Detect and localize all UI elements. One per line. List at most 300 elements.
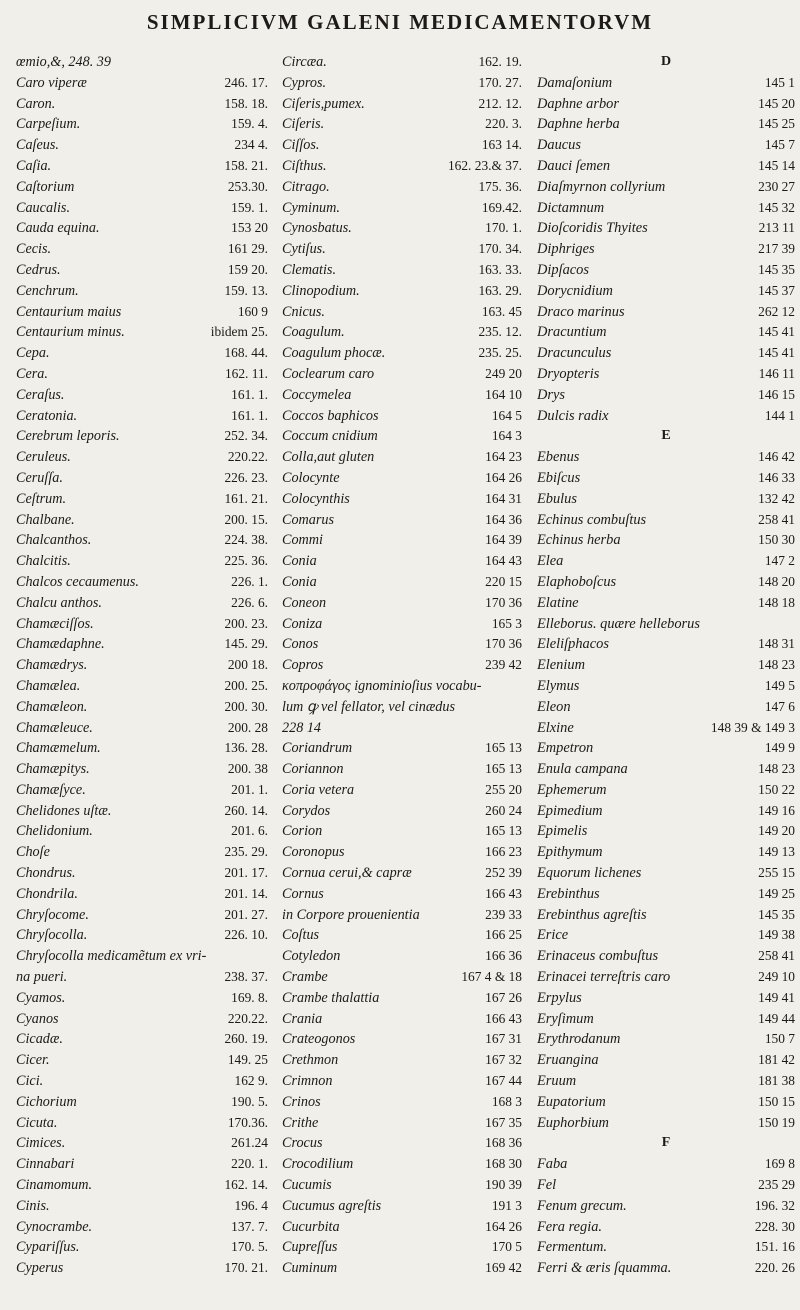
entry-page-ref: 255 15 xyxy=(758,865,795,881)
entry-page-ref: 166 25 xyxy=(485,927,522,943)
index-entry xyxy=(16,94,268,115)
entry-page-ref: 252 39 xyxy=(485,865,522,881)
index-entry xyxy=(282,593,522,614)
index-entry xyxy=(282,489,522,510)
entry-term: Cupreſſus xyxy=(282,1239,338,1256)
entry-term: Ceruſſa. xyxy=(16,469,63,486)
index-column-1 xyxy=(16,52,268,1279)
entry-term: Cyamos. xyxy=(16,989,66,1006)
entry-term: Caro viperæ xyxy=(16,74,87,91)
entry-page-ref: 234 4. xyxy=(234,137,268,153)
entry-page-ref: 170. 27. xyxy=(478,74,522,90)
index-entry xyxy=(282,1113,522,1134)
entry-term: Coriannon xyxy=(282,761,344,778)
entry-term: Cyminum. xyxy=(282,199,340,216)
entry-page-ref: 170 5 xyxy=(491,1239,522,1255)
index-entry xyxy=(16,551,268,572)
index-entry xyxy=(16,1237,268,1258)
entry-term: Centaurium maius xyxy=(16,303,122,320)
entry-page-ref: 146 33 xyxy=(758,469,795,485)
entry-page-ref: 167 26 xyxy=(485,989,522,1005)
index-entry xyxy=(282,1009,522,1030)
entry-page-ref: 145 41 xyxy=(758,324,795,340)
entry-term: Cicer. xyxy=(16,1052,50,1069)
index-entry xyxy=(537,385,795,406)
entry-term: Epimedium xyxy=(537,802,603,819)
entry-page-ref: 252. 34. xyxy=(224,428,268,444)
index-entry xyxy=(282,156,522,177)
entry-page-ref: 201. 6. xyxy=(231,823,268,839)
entry-term: Chamælea. xyxy=(16,677,81,694)
entry-term: Chamæmelum. xyxy=(16,740,101,757)
index-entry xyxy=(537,780,795,801)
entry-page-ref: 163. 29. xyxy=(478,282,522,298)
entry-page-ref: 196. 32 xyxy=(754,1197,795,1213)
entry-term: Epithymum xyxy=(537,844,603,861)
index-entry xyxy=(16,863,268,884)
entry-term: Elymus xyxy=(537,677,580,694)
entry-term: Crambe xyxy=(282,969,328,986)
entry-page-ref: 149 9 xyxy=(764,740,795,756)
index-entry xyxy=(282,967,522,988)
entry-term: Corion xyxy=(282,823,323,840)
entry-term: Ceſtrum. xyxy=(16,490,67,507)
entry-term: Chelidonium. xyxy=(16,823,93,840)
index-entry xyxy=(16,343,268,364)
entry-page-ref: 167 35 xyxy=(485,1114,522,1130)
entry-page-ref: 149 20 xyxy=(758,823,795,839)
entry-term: Cyperus xyxy=(16,1260,64,1277)
entry-page-ref: 213 11 xyxy=(758,220,795,236)
entry-term: Faba xyxy=(537,1156,568,1173)
entry-page-ref: 145 35 xyxy=(758,261,795,277)
index-entry xyxy=(16,1071,268,1092)
entry-page-ref: 148 31 xyxy=(758,636,795,652)
entry-term: Chamæſyce. xyxy=(16,781,86,798)
entry-page-ref: 168 30 xyxy=(485,1156,522,1172)
entry-term: Ceratonia. xyxy=(16,407,78,424)
entry-term: κοπροφάγος ignominioſius vocabu- xyxy=(282,677,482,694)
entry-term: Cedrus. xyxy=(16,261,61,278)
index-entry xyxy=(16,572,268,593)
index-entry xyxy=(282,135,522,156)
index-entry xyxy=(16,988,268,1009)
index-entry xyxy=(16,260,268,281)
index-entry xyxy=(16,718,268,739)
entry-page-ref: 167 31 xyxy=(485,1031,522,1047)
entry-term: Coniza xyxy=(282,615,323,632)
entry-page-ref: 162 9. xyxy=(234,1073,268,1089)
index-entry xyxy=(16,780,268,801)
index-entry xyxy=(282,884,522,905)
entry-term: in Corpore prouenientia xyxy=(282,906,420,923)
entry-term: Cera. xyxy=(16,365,48,382)
entry-term: Chamæleon. xyxy=(16,698,88,715)
entry-page-ref: 226. 6. xyxy=(231,594,268,610)
entry-page-ref: 164 39 xyxy=(485,532,522,548)
index-entry xyxy=(282,655,522,676)
entry-term: Cytiſus. xyxy=(282,241,326,258)
index-entry xyxy=(537,967,795,988)
index-entry xyxy=(282,218,522,239)
index-entry xyxy=(537,364,795,385)
entry-page-ref: 162. 11. xyxy=(224,365,268,381)
entry-term: Ciſſos. xyxy=(282,137,320,154)
entry-page-ref: 166 43 xyxy=(485,885,522,901)
index-entry xyxy=(282,572,522,593)
entry-page-ref: 200. 28 xyxy=(227,719,268,735)
index-entry xyxy=(282,94,522,115)
entry-term: Cinnabari xyxy=(16,1156,75,1173)
entry-term: Caucalis. xyxy=(16,199,70,216)
entry-page-ref: 161. 21. xyxy=(224,490,268,506)
index-entry xyxy=(282,406,522,427)
entry-term: Draco marinus xyxy=(537,303,625,320)
entry-page-ref: 137. 7. xyxy=(231,1218,268,1234)
entry-term: Cicuta. xyxy=(16,1114,58,1131)
entry-page-ref: 200. 25. xyxy=(224,677,268,693)
index-entry xyxy=(537,1175,795,1196)
entry-page-ref: 165 13 xyxy=(485,761,522,777)
entry-term: Fermentum. xyxy=(537,1239,607,1256)
entry-page-ref: 226. 10. xyxy=(224,927,268,943)
entry-term: Diphriges xyxy=(537,241,595,258)
entry-page-ref: 145 14 xyxy=(758,157,795,173)
index-entry xyxy=(16,1050,268,1071)
entry-page-ref: 190. 5. xyxy=(231,1093,268,1109)
index-entry xyxy=(537,322,795,343)
entry-page-ref: 149 38 xyxy=(758,927,795,943)
entry-term: Copros xyxy=(282,657,324,674)
index-entry xyxy=(16,364,268,385)
entry-page-ref: 145 35 xyxy=(758,906,795,922)
entry-page-ref: 228. 30 xyxy=(754,1218,795,1234)
entry-term: Cichorium xyxy=(16,1093,77,1110)
index-entry xyxy=(537,593,795,614)
entry-term: Elenium xyxy=(537,657,585,674)
index-entry xyxy=(282,1071,522,1092)
entry-term: Elea xyxy=(537,553,564,570)
entry-term: Enula campana xyxy=(537,761,628,778)
entry-term: Daphne arbor xyxy=(537,95,619,112)
entry-page-ref: 220. 26 xyxy=(754,1260,795,1276)
entry-term: Crethmon xyxy=(282,1052,339,1069)
entry-page-ref: 220 15 xyxy=(485,573,522,589)
entry-term: Erpylus xyxy=(537,989,582,1006)
index-entry xyxy=(537,1258,795,1279)
entry-term: Centaurium minus. xyxy=(16,324,125,341)
entry-term: Chryſocome. xyxy=(16,906,89,923)
entry-page-ref: 162. 14. xyxy=(224,1177,268,1193)
entry-term: Chondrus. xyxy=(16,865,76,882)
entry-page-ref: 261.24 xyxy=(231,1135,268,1151)
index-entry xyxy=(537,260,795,281)
index-entry xyxy=(16,676,268,697)
entry-page-ref: 145 32 xyxy=(758,199,795,215)
entry-term: Cucurbita xyxy=(282,1218,340,1235)
index-entry xyxy=(282,905,522,926)
entry-page-ref: 249 10 xyxy=(758,969,795,985)
index-entry xyxy=(537,530,795,551)
entry-term: Elaphoboſcus xyxy=(537,573,617,590)
index-entry xyxy=(16,510,268,531)
index-entry xyxy=(16,759,268,780)
entry-term: Chondrila. xyxy=(16,885,78,902)
index-entry xyxy=(16,302,268,323)
entry-term: Cinamomum. xyxy=(16,1177,93,1194)
index-entry xyxy=(282,302,522,323)
entry-page-ref: 201. 14. xyxy=(224,885,268,901)
entry-term: Colla,aut gluten xyxy=(282,449,375,466)
entry-term: Eruangina xyxy=(537,1052,599,1069)
entry-term: Coagulum. xyxy=(282,324,345,341)
entry-term: Cynosbatus. xyxy=(282,220,352,237)
index-entry xyxy=(16,801,268,822)
index-entry xyxy=(537,1029,795,1050)
entry-term: Erice xyxy=(537,927,569,944)
entry-page-ref: 235 29 xyxy=(758,1177,795,1193)
entry-term: Erythrodanum xyxy=(537,1031,621,1048)
entry-term: 228 14 xyxy=(282,719,322,736)
entry-term: Drys xyxy=(537,386,565,403)
entry-term: Circæa. xyxy=(282,54,327,70)
index-entry xyxy=(537,988,795,1009)
index-entry xyxy=(16,905,268,926)
entry-page-ref: 169 42 xyxy=(485,1260,522,1276)
entry-term: Crambe thalattia xyxy=(282,989,380,1006)
section-letter: F xyxy=(661,1135,671,1151)
entry-term: Chalcanthos. xyxy=(16,532,92,549)
index-entry xyxy=(16,884,268,905)
entry-term: Crocodilium xyxy=(282,1156,354,1173)
entry-term: Cenchrum. xyxy=(16,282,79,299)
entry-page-ref: 146 15 xyxy=(758,386,795,402)
entry-page-ref: 149 25 xyxy=(758,885,795,901)
index-entry xyxy=(16,614,268,635)
entry-page-ref: 163. 33. xyxy=(478,261,522,277)
index-entry xyxy=(537,1217,795,1238)
entry-term: Eleon xyxy=(537,698,571,715)
entry-term: Cypariſſus. xyxy=(16,1239,80,1256)
entry-term: Erebinthus xyxy=(537,885,600,902)
entry-term: Coccos baphicos xyxy=(282,407,379,424)
entry-page-ref: 235. 12. xyxy=(478,324,522,340)
entry-page-ref: 153 20 xyxy=(231,220,268,236)
entry-page-ref: 249 20 xyxy=(485,365,522,381)
entry-page-ref: 220. 3. xyxy=(485,116,522,132)
entry-page-ref: 212. 12. xyxy=(478,95,522,111)
index-entry xyxy=(537,177,795,198)
index-entry xyxy=(537,281,795,302)
index-entry xyxy=(537,842,795,863)
entry-term: Dictamnum xyxy=(537,199,605,216)
index-entry xyxy=(282,343,522,364)
entry-term: Chamæpitys. xyxy=(16,761,90,778)
entry-page-ref: 145 20 xyxy=(758,95,795,111)
index-entry xyxy=(16,1009,268,1030)
index-entry xyxy=(537,73,795,94)
entry-term: Coronopus xyxy=(282,844,345,861)
entry-page-ref: 225. 36. xyxy=(224,553,268,569)
entry-term: Cerebrum leporis. xyxy=(16,428,120,445)
entry-page-ref: 169. 8. xyxy=(231,989,268,1005)
index-entry xyxy=(282,260,522,281)
index-entry xyxy=(537,884,795,905)
index-entry xyxy=(16,281,268,302)
index-entry xyxy=(282,801,522,822)
entry-page-ref: 169.42. xyxy=(481,199,522,215)
index-entry xyxy=(537,343,795,364)
index-entry xyxy=(537,925,795,946)
entry-term: œmio,&, 248. 39 xyxy=(16,54,111,70)
entry-term: Commi xyxy=(282,532,323,549)
index-entry xyxy=(282,177,522,198)
index-entry xyxy=(282,863,522,884)
entry-term: Erinaceus combuſtus xyxy=(537,948,659,965)
entry-page-ref: 200. 30. xyxy=(224,698,268,714)
entry-term: Clematis. xyxy=(282,261,336,278)
entry-page-ref: 164 3 xyxy=(491,428,522,444)
entry-term: Chamæleuce. xyxy=(16,719,93,736)
index-entry xyxy=(537,614,795,635)
index-entry xyxy=(282,1154,522,1175)
index-entry xyxy=(16,655,268,676)
index-entry xyxy=(16,198,268,219)
entry-page-ref: 150 30 xyxy=(758,532,795,548)
index-entry xyxy=(282,842,522,863)
entry-page-ref: 201. 27. xyxy=(224,906,268,922)
entry-page-ref: 158. 21. xyxy=(224,157,268,173)
index-entry xyxy=(16,135,268,156)
entry-term: Chamæciſſos. xyxy=(16,615,94,632)
entry-page-ref: 191 3 xyxy=(491,1197,522,1213)
index-entry xyxy=(537,510,795,531)
entry-page-ref: 149 5 xyxy=(764,677,795,693)
entry-term: Citrago. xyxy=(282,178,330,195)
index-entry xyxy=(16,156,268,177)
entry-page-ref: ibidem 25. xyxy=(210,324,268,340)
index-entry xyxy=(537,905,795,926)
entry-page-ref: 230 27 xyxy=(758,178,795,194)
entry-page-ref: 148 18 xyxy=(758,594,795,610)
index-entry xyxy=(282,1050,522,1071)
index-entry xyxy=(16,177,268,198)
entry-term: Euphorbium xyxy=(537,1114,609,1131)
index-entry xyxy=(16,1258,268,1279)
entry-page-ref: 148 20 xyxy=(758,573,795,589)
entry-term: Ebiſcus xyxy=(537,469,581,486)
entry-term: Caron. xyxy=(16,95,56,112)
entry-term: Dulcis radix xyxy=(537,407,609,424)
entry-page-ref: 170 36 xyxy=(485,594,522,610)
entry-page-ref: 168 36 xyxy=(485,1135,522,1151)
entry-page-ref: 255 20 xyxy=(485,781,522,797)
entry-page-ref: 170. 34. xyxy=(478,241,522,257)
entry-term: Choſe xyxy=(16,844,50,861)
entry-term: Colocynte xyxy=(282,469,340,486)
entry-term: Cornus xyxy=(282,885,324,902)
index-entry xyxy=(537,198,795,219)
index-entry xyxy=(282,1217,522,1238)
entry-page-ref: 145 41 xyxy=(758,345,795,361)
entry-term: Conia xyxy=(282,573,317,590)
entry-term: Ferri & æris ſquamma. xyxy=(537,1260,672,1277)
entry-term: Cynocrambe. xyxy=(16,1218,93,1235)
entry-page-ref: 149 44 xyxy=(758,1010,795,1026)
entry-term: Clinopodium. xyxy=(282,282,360,299)
entry-page-ref: 163. 45 xyxy=(481,303,522,319)
entry-page-ref: 147 2 xyxy=(764,553,795,569)
entry-term: Crithe xyxy=(282,1114,319,1131)
index-entry xyxy=(537,239,795,260)
index-entry xyxy=(537,676,795,697)
index-entry xyxy=(16,530,268,551)
index-entry xyxy=(282,551,522,572)
section-letter: E xyxy=(661,428,671,444)
index-entry xyxy=(16,468,268,489)
index-entry xyxy=(16,218,268,239)
index-entry xyxy=(282,718,522,739)
entry-term: Chamædaphne. xyxy=(16,636,105,653)
entry-term: Coriandrum xyxy=(282,740,353,757)
entry-term: Elatine xyxy=(537,594,579,611)
entry-term: Echinus herba xyxy=(537,532,621,549)
index-entry xyxy=(537,863,795,884)
entry-term: Crimnon xyxy=(282,1073,333,1090)
index-entry xyxy=(16,697,268,718)
index-entry xyxy=(16,593,268,614)
entry-term: Cotyledon xyxy=(282,948,341,965)
entry-page-ref: 136. 28. xyxy=(224,740,268,756)
index-entry xyxy=(282,1133,522,1154)
entry-term: Fel xyxy=(537,1177,557,1194)
entry-page-ref: 150 15 xyxy=(758,1093,795,1109)
entry-page-ref: 149 41 xyxy=(758,989,795,1005)
index-entry xyxy=(282,322,522,343)
entry-page-ref: 260. 19. xyxy=(224,1031,268,1047)
entry-term: Dorycnidium xyxy=(537,282,613,299)
index-entry xyxy=(16,1029,268,1050)
index-entry xyxy=(16,426,268,447)
entry-term: na pueri. xyxy=(16,969,68,986)
entry-page-ref: 150 22 xyxy=(758,781,795,797)
entry-page-ref: 163 14. xyxy=(481,137,522,153)
entry-term: Equorum lichenes xyxy=(537,865,642,882)
index-entry xyxy=(537,801,795,822)
entry-term: Corydos xyxy=(282,802,331,819)
index-entry xyxy=(537,1071,795,1092)
entry-term: Chalbane. xyxy=(16,511,75,528)
index-entry xyxy=(282,614,522,635)
index-entry xyxy=(282,925,522,946)
entry-page-ref: 160 9 xyxy=(237,303,268,319)
index-entry xyxy=(537,697,795,718)
entry-page-ref: 159 20. xyxy=(227,261,268,277)
entry-term: Cyanos xyxy=(16,1010,59,1027)
entry-term: Dioſcoridis Thyites xyxy=(537,220,648,237)
index-entry xyxy=(16,73,268,94)
entry-term: Crocus xyxy=(282,1135,323,1152)
index-entry xyxy=(282,426,522,447)
entry-page-ref: 150 7 xyxy=(764,1031,795,1047)
index-entry xyxy=(537,1113,795,1134)
index-entry xyxy=(537,489,795,510)
entry-page-ref: 149 13 xyxy=(758,844,795,860)
entry-page-ref: 132 42 xyxy=(758,490,795,506)
entry-page-ref: 151. 16 xyxy=(754,1239,795,1255)
entry-term: Coſtus xyxy=(282,927,320,944)
entry-term: Chryſocolla. xyxy=(16,927,88,944)
